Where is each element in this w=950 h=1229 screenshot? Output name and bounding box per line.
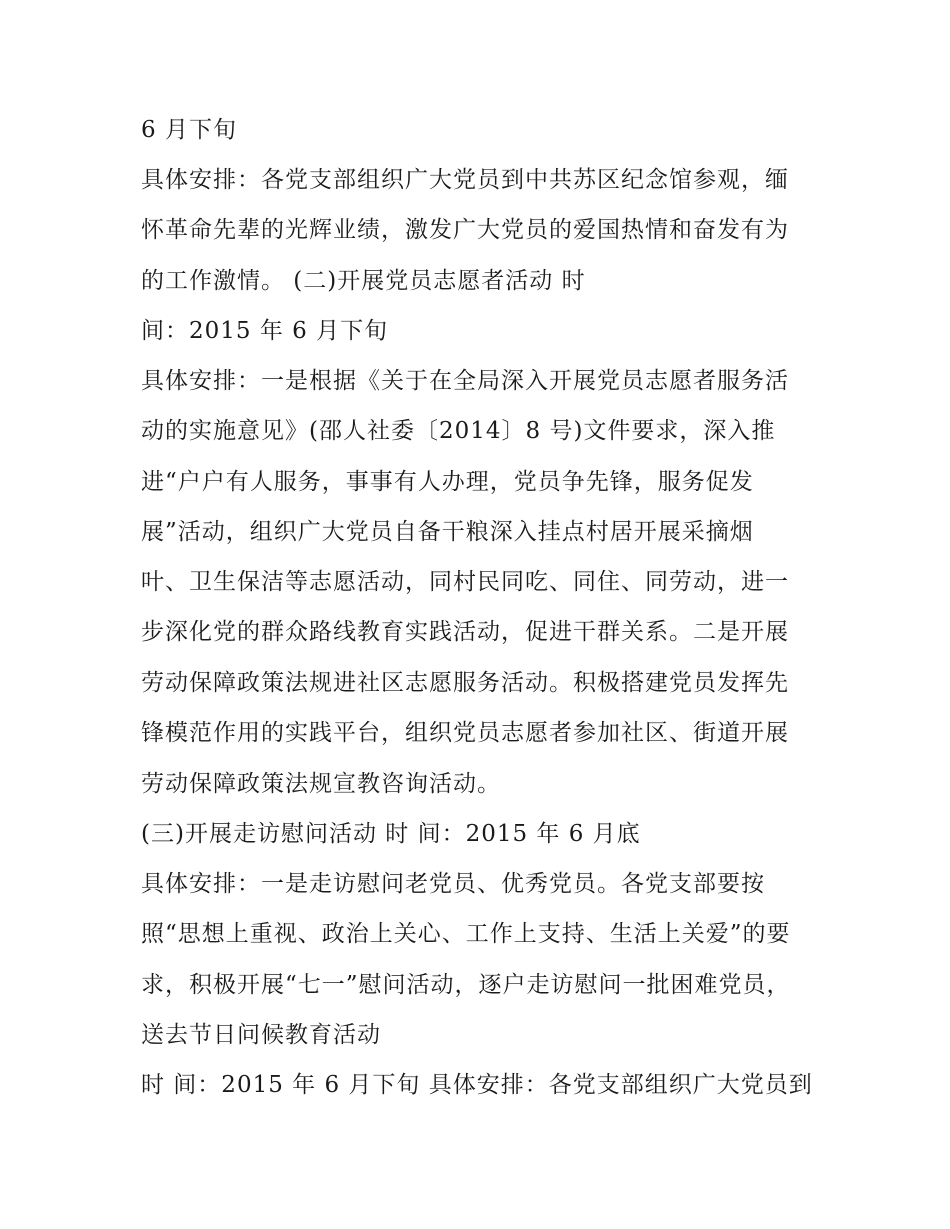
- text-line: 劳动保障政策法规宣教咨询活动。: [141, 771, 501, 797]
- text-line: 进“户户有人服务，事事有人办理，党员争先锋，服务促发: [141, 469, 754, 495]
- text-line: 具体安排：一是根据《关于在全局深入开展党员志愿者服务活: [141, 368, 789, 394]
- text-line: 步深化党的群众路线教育实践活动，促进干群关系。二是开展: [141, 619, 789, 645]
- text-line: 间：2015 年 6 月下旬: [141, 318, 389, 344]
- text-line: 锋模范作用的实践平台，组织党员志愿者参加社区、街道开展: [141, 720, 789, 746]
- text-line: (三)开展走访慰问活动 时 间：2015 年 6 月底: [141, 821, 641, 847]
- text-line: 怀革命先辈的光辉业绩，激发广大党员的爱国热情和奋发有为: [141, 217, 789, 243]
- text-line: 具体安排：各党支部组织广大党员到中共苏区纪念馆参观，缅: [141, 167, 789, 193]
- text-line: 具体安排：一是走访慰问老党员、优秀党员。各党支部要按: [141, 871, 765, 897]
- text-line: 求，积极开展“七一”慰问活动，逐户走访慰问一批困难党员，: [141, 972, 791, 998]
- text-line: 照“思想上重视、政治上关心、工作上支持、生活上关爱”的要: [141, 921, 791, 947]
- text-line: 展”活动，组织广大党员自备干粮深入挂点村居开展采摘烟: [141, 519, 754, 545]
- text-line: 的工作激情。 (二)开展党员志愿者活动 时: [141, 268, 586, 294]
- text-line: 叶、卫生保洁等志愿活动，同村民同吃、同住、同劳动，进一: [141, 569, 789, 595]
- text-line: 6 月下旬: [141, 117, 237, 143]
- text-line: 劳动保障政策法规进社区志愿服务活动。积极搭建党员发挥先: [141, 670, 789, 696]
- text-line: 时 间：2015 年 6 月下旬 具体安排：各党支部组织广大党员到: [141, 1072, 813, 1098]
- text-line: 动的实施意见》(邵人社委〔2014〕8 号)文件要求，深入推: [141, 418, 776, 444]
- text-line: 送去节日问候教育活动: [141, 1022, 381, 1048]
